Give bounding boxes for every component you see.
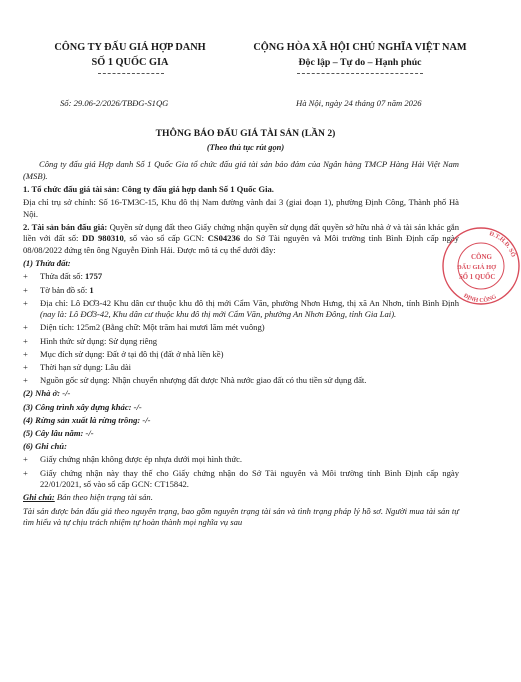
- lot-number-item: [23, 271, 459, 283]
- document-number: Số: 29.06-2/2026/TBĐG-S1QG: [60, 98, 169, 108]
- land-address-note: (nay là: Lô ĐƠ3-42, Khu dân cư thuộc khu đô thị mới Cẩm Văn, phường An Nhơn Đông, tỉnh Gia Lai).: [40, 309, 397, 320]
- lot-value: 1757: [85, 271, 103, 282]
- organization-header: [30, 40, 230, 70]
- section-2-title: 2. Tài sản bán đấu giá:: [23, 221, 110, 232]
- footnote-line: [23, 492, 459, 504]
- seal-line-3: SỐ 1 QUỐC: [459, 274, 496, 281]
- footnote-paragraph: Tài sản được bán đấu giá theo nguyên trạng, bao gồm nguyên trạng tài sản và tình trạng pháp lý hồ sơ. Người mua tài sản tự tìm hiểu và tự chịu trách nhiệm tự hoàn thành mọi nghĩa vụ sau: [23, 505, 459, 528]
- asset-desc-3: do Sở Tài nguyên và Môi trường tỉnh Bình Định cấp ngày 08/08/2022 đứng tên ông Nguyễn Đình Hải. Được mô tả cụ thể dưới đây:: [23, 233, 459, 255]
- origin-item: + Nguồn gốc sử dụng: Nhận chuyển nhượng đất được Nhà nước giao đất có thu tiền sử dụng đất.: [23, 375, 459, 387]
- section-1-heading: [23, 184, 459, 196]
- place-date: Hà Nội, ngày 24 tháng 07 năm 2026: [296, 98, 422, 108]
- note-1: + Giấy chứng nhận không được ép nhựa dưới mọi hình thức.: [23, 454, 459, 466]
- term-item: + Thời hạn sử dụng: Lâu dài: [23, 362, 459, 374]
- map-label: Tờ bản đồ số:: [40, 284, 90, 295]
- construction-item: (3) Công trình xây dựng khác: -/-: [23, 401, 142, 412]
- seal-bottom-text: ĐỊNH CÔNG: [462, 292, 498, 305]
- seal-line-2: ĐẤU GIÁ HỢ: [457, 264, 497, 271]
- usage-form-item: + Hình thức sử dụng: Sử dụng riêng: [23, 336, 459, 348]
- footnote-label: Ghi chú:: [23, 492, 55, 503]
- motto-underline: [297, 73, 423, 74]
- auction-org-name: Công ty đấu giá hợp danh Số 1 Quốc Gia.: [121, 183, 274, 194]
- section-2-paragraph: [23, 222, 459, 257]
- land-address: Địa chỉ: Lô ĐƠ3-42 Khu dân cư thuộc khu đô thị mới Cẩm Văn, phường Nhơn Hưng, thị xã An Nhơn, tỉnh Bình Định: [40, 297, 459, 308]
- nation-header: [245, 40, 475, 70]
- org-name-line1: CÔNG TY ĐẤU GIÁ HỢP DANH: [54, 42, 206, 53]
- asset-desc-2: , số vào sổ cấp GCN:: [123, 233, 208, 244]
- trees-item: (5) Cây lâu năm: -/-: [23, 427, 94, 438]
- section-1-title: 1. Tổ chức đấu giá tài sản:: [23, 183, 122, 194]
- map-value: 1: [89, 284, 94, 295]
- purpose-item: + Mục đích sử dụng: Đất ở tại đô thị (đất ở nhà liền kề): [23, 349, 459, 361]
- footnote-text: Bán theo hiện trạng tài sản.: [54, 492, 153, 503]
- org-address: Địa chỉ trụ sở chính: Số 16-TM3C-15, Khu đô thị Nam đường vành đai 3 (giai đoạn 1), phường Định Công, Thành phố Hà Nội.: [23, 196, 459, 219]
- document-subtitle: (Theo thủ tục rút gọn): [206, 143, 285, 152]
- org-name-line2: SỐ 1 QUỐC GIA: [91, 57, 169, 68]
- forest-item: (4) Rừng sản xuất là rừng trồng: -/-: [23, 414, 151, 425]
- document-body: [23, 159, 459, 530]
- area-item: + Diện tích: 125m2 (Bằng chữ: Một trăm hai mươi lăm mét vuông): [23, 322, 459, 334]
- document-title: THÔNG BÁO ĐẤU GIÁ TÀI SẢN (LẦN 2): [155, 128, 336, 139]
- certificate-number: DD 980310: [81, 233, 124, 244]
- house-item: (2) Nhà ở: -/-: [23, 388, 71, 399]
- company-seal: [441, 226, 521, 306]
- seal-top-text: Đ.T.H.Đ. SỐ: [488, 230, 517, 259]
- seal-line-1: CÔNG: [471, 253, 492, 261]
- national-motto: Độc lập – Tự do – Hạnh phúc: [298, 57, 422, 68]
- book-number: CS04236: [207, 233, 241, 244]
- intro-paragraph: Công ty đấu giá Hợp danh Số 1 Quốc Gia tổ chức đấu giá tài sản bảo đảm của Ngân hàng TMCP Hàng Hải Việt Nam (MSB).: [23, 159, 459, 181]
- land-address-item: [23, 298, 459, 321]
- land-heading: (1) Thửa đất:: [23, 258, 71, 269]
- map-sheet-item: [23, 285, 459, 297]
- notes-heading: (6) Ghi chú:: [23, 441, 67, 452]
- note-2: + Giấy chứng nhận này thay thế cho Giấy chứng nhận do Sở Tài nguyên và Môi trường tỉnh Bình Định cấp ngày 22/01/2021, số vào sổ cấp GCN: CT15842.: [23, 468, 459, 491]
- org-underline: [98, 73, 164, 74]
- nation-name: CỘNG HÒA XÃ HỘI CHỦ NGHĨA VIỆT NAM: [253, 42, 467, 53]
- lot-label: Thửa đất số:: [40, 271, 85, 282]
- asset-desc-1: Quyền sử dụng đất theo Giấy chứng nhận quyền sử dụng đất quyền sở hữu nhà ở và tài sản khác gắn liền với đất số:: [23, 221, 459, 244]
